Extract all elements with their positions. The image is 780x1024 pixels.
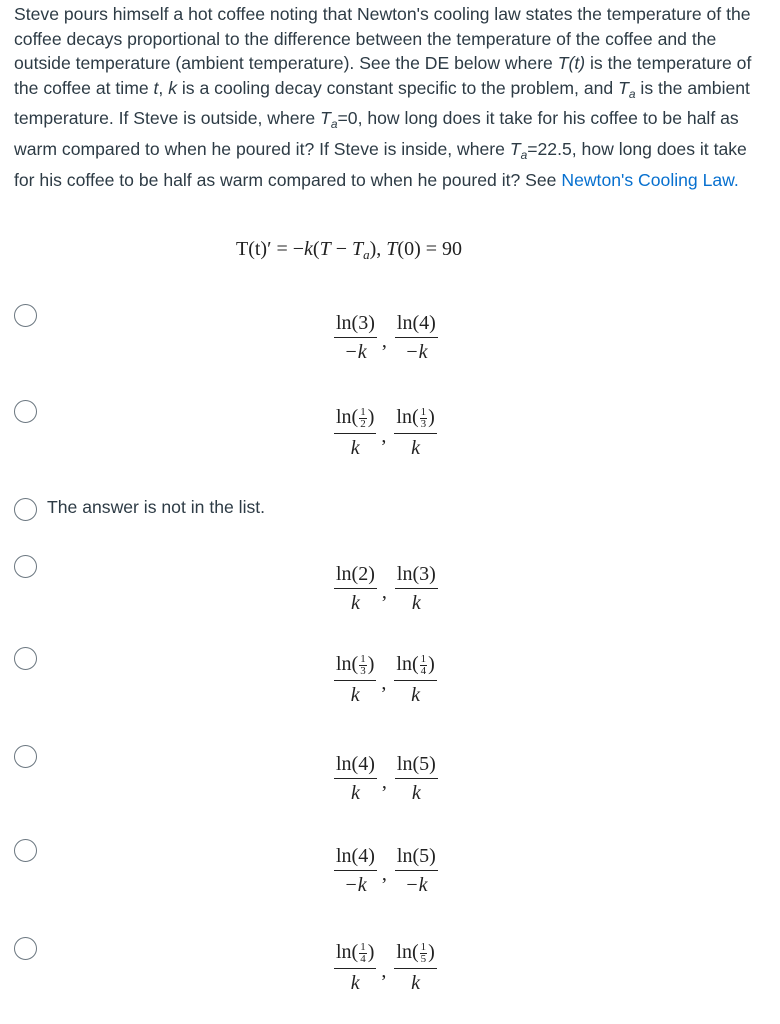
question-part: =0, how long does it take for his coffee to be half as warm compared to when he poured it? If Steve is inside, where [14,108,739,159]
option-math [334,312,438,363]
newtons-cooling-law-link[interactable]: Newton's Cooling Law. [561,169,739,190]
eq-part: ( [312,238,320,260]
ln: ln( [336,941,359,963]
tiny-num: 1 [420,652,427,665]
comma: , [381,959,387,982]
tiny-num: 1 [360,940,366,953]
eq-part: ), [369,238,387,260]
option-label: The answer is not in the list. [47,497,266,517]
question-part: is a cooling decay constant specific to the problem, and [177,77,619,98]
ln: ln( [396,653,419,675]
question-text [14,2,754,192]
fraction [334,406,376,459]
tiny-fraction [420,942,428,965]
tiny-den: 4 [420,664,427,677]
numerator [394,653,436,681]
fraction [334,753,377,804]
denominator: k [411,592,421,614]
fraction [395,753,438,804]
var-Tt: T(t) [557,53,586,74]
var-t: t [153,77,159,98]
option-math [334,406,437,459]
question-part: is the temperature of the coffee at time [14,53,752,98]
question-part: =22.5, how long does it take for his coffee to be half as warm compared to when he poured it? See [14,138,747,190]
radio-button[interactable] [14,745,37,768]
var-T: T [618,77,629,98]
denominator: −k [405,874,428,896]
tiny-den: 3 [420,417,427,430]
fraction [395,312,438,363]
eq-part: T [352,238,364,260]
option-math [334,563,438,614]
ln: ln( [396,941,419,963]
rparen: ) [367,406,375,428]
numerator: ln(2) [334,563,377,589]
numerator [334,406,376,434]
tiny-num: 1 [360,405,366,418]
tiny-den: 3 [360,664,366,677]
denominator: −k [344,341,367,363]
comma: , [381,771,387,793]
denominator: k [411,683,421,706]
comma: , [381,330,387,352]
eq-part: T [386,238,398,260]
rparen: ) [428,653,435,675]
denominator: k [411,436,421,459]
option-math [334,941,437,994]
subscript-a: a [520,147,528,162]
fraction [394,653,436,706]
ln: ln( [396,406,419,428]
var-T: T [320,108,331,129]
numerator: ln(3) [334,312,377,338]
question-part: is the ambient temperature. If Steve is outside, where [14,77,750,129]
radio-button[interactable] [14,400,37,423]
numerator: ln(4) [334,845,377,871]
fraction [334,312,377,363]
radio-button[interactable] [14,839,37,862]
radio-button[interactable] [14,937,37,960]
numerator: ln(3) [395,563,438,589]
radio-button[interactable] [14,304,37,327]
denominator: k [350,971,360,994]
var-k: k [168,77,177,98]
tiny-num: 1 [360,652,366,665]
denominator: k [350,436,360,459]
rparen: ) [428,406,435,428]
tiny-fraction [420,654,428,677]
fraction [395,845,438,896]
fraction [334,941,376,994]
radio-button[interactable] [14,555,37,578]
numerator [394,941,436,969]
option-math [334,653,437,706]
numerator [394,406,436,434]
tiny-num: 1 [420,940,427,953]
comma: , [381,671,387,694]
rparen: ) [367,941,375,963]
fraction [334,845,377,896]
denominator: k [411,782,421,804]
tiny-den: 4 [360,952,366,965]
differential-equation [236,238,462,263]
rparen: ) [367,653,375,675]
rparen: ) [428,941,435,963]
numerator [334,941,376,969]
eq-part: − [330,238,352,260]
tiny-num: 1 [420,405,427,418]
tiny-fraction [420,407,428,430]
fraction [334,653,376,706]
numerator: ln(5) [395,845,438,871]
tiny-den: 5 [420,952,427,965]
numerator: ln(4) [334,753,377,779]
fraction [394,406,436,459]
comma: , [381,863,387,885]
denominator: k [350,683,360,706]
radio-button[interactable] [14,647,37,670]
numerator [334,653,376,681]
denominator: k [411,971,421,994]
option-math [334,845,438,896]
denominator: k [351,592,360,614]
question-part: Steve pours himself a hot coffee noting that Newton's cooling law states the temperature of the coffee decays proportional to the difference between the temperature of the coffee and the outside temperature (ambient temperature). See the DE below where [14,4,751,74]
numerator: ln(5) [395,753,438,779]
question-part: , [158,77,169,98]
tiny-fraction [359,407,367,430]
denominator: k [351,782,360,804]
comma: , [381,424,387,447]
denominator: −k [344,874,367,896]
tiny-den: 2 [360,417,366,430]
eq-part: a [363,247,370,262]
eq-part: (0) = 90 [397,238,463,260]
eq-part: k [304,238,313,260]
tiny-fraction [359,942,367,965]
ln: ln( [336,406,359,428]
comma: , [381,581,387,603]
denominator: −k [405,341,428,363]
option-math [334,753,438,804]
fraction [334,563,377,614]
eq-part: T(t)′ = − [236,238,305,260]
eq-part: T [319,238,331,260]
var-T: T [509,138,521,159]
radio-button[interactable] [14,498,37,521]
numerator: ln(4) [395,312,438,338]
ln: ln( [336,653,359,675]
fraction [395,563,438,614]
subscript-a: a [330,117,338,132]
tiny-fraction [359,654,367,677]
fraction [394,941,436,994]
subscript-a: a [628,86,636,101]
